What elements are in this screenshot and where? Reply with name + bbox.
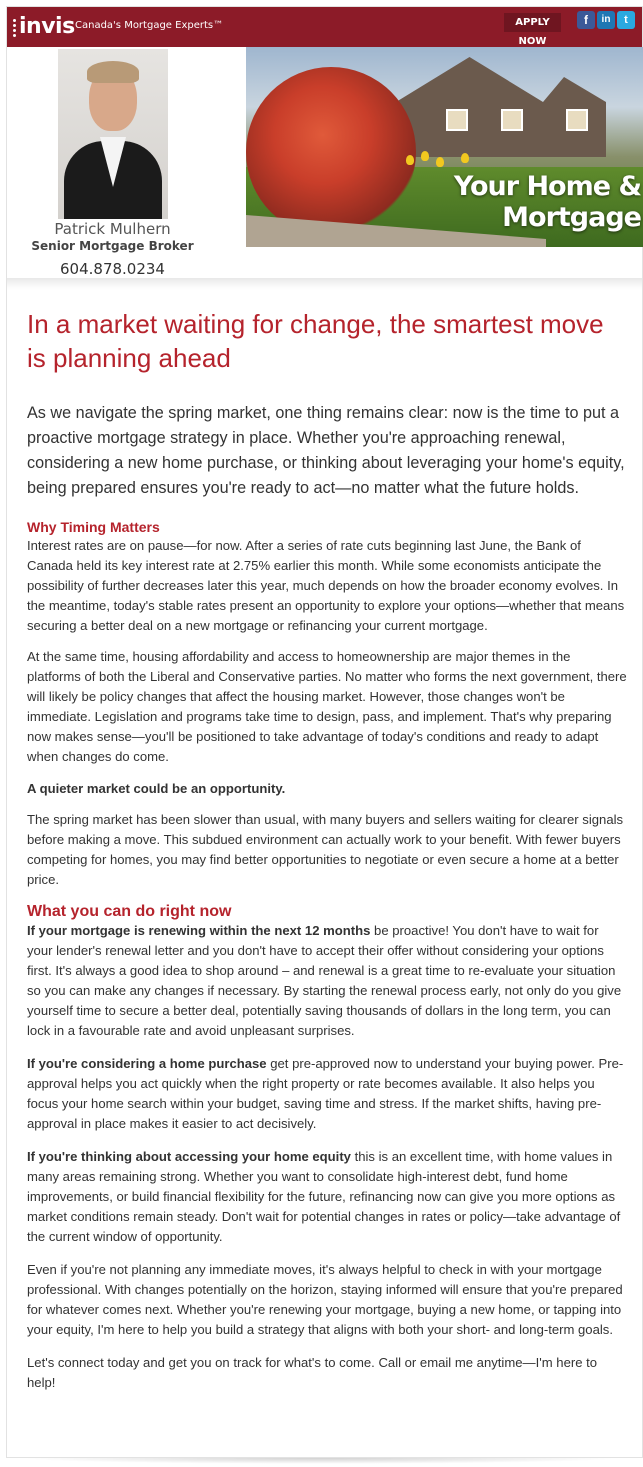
renewal-text: be proactive! You don't have to wait for your lender's renewal letter and you don't have to accept their offer without considering your options first. It's always a good idea to shop around – and renewal is a great time to re-evaluate your situation so you can make any changes if necessary. By starting the renewal process early, not only do you give yourself time to secure a better deal, potentially saving thousands of dollars in the long term, you can lock in a favourable rate and avoid unpleasant surprises.: [27, 923, 622, 1038]
article-body: [27, 307, 627, 1393]
newsletter-frame: [6, 6, 643, 1458]
article-lead: As we navigate the spring market, one thing remains clear: now is the time to put a proactive mortgage strategy in place. Whether you're approaching renewal, considering a new home purchase, or thinking about leveraging your home's equity, being prepared ensures you're ready to act—no matter what the future holds.: [27, 404, 625, 497]
paragraph-equity: [27, 1147, 627, 1247]
equity-text: this is an excellent time, with home values in many areas remaining strong. Whether you want to consolidate high-interest debt, fund home improvements, or build financial flexibility for the future, refinancing now can give you more options as market conditions remain steady. Don't wait for potential changes in rates or policy—take advantage of the current window of opportunity.: [27, 1149, 621, 1244]
paragraph-rates: Interest rates are on pause—for now. After a series of rate cuts beginning last June, the Bank of Canada held its key interest rate at 2.75% earlier this month. While some economists anticipate the possibility of further decreases later this year, much depends on how the broader economy evolves. In the meantime, today's stable rates present an opportunity to explore your options—whether that means securing a better deal on a new mortgage or refinancing your current mortgage.: [27, 538, 625, 633]
invis-logo[interactable]: [11, 13, 75, 41]
article-headline: In a market waiting for change, the smartest move is planning ahead: [27, 309, 604, 373]
paragraph-spring-market: The spring market has been slower than usual, with many buyers and sellers waiting for clearer signals before making a move. This subdued environment can actually work to your benefit. With fewer buyers competing for homes, you may find better opportunities to negotiate or even secure a home at a better price.: [27, 812, 624, 887]
facebook-icon[interactable]: f: [577, 11, 595, 29]
logo-dots-icon: [11, 17, 17, 39]
section-divider: [7, 278, 642, 290]
paragraph-purchase: [27, 1054, 627, 1134]
broker-name: Patrick Mulhern: [54, 220, 171, 238]
section-heading-actions: What you can do right now: [27, 903, 232, 920]
twitter-icon[interactable]: t: [617, 11, 635, 29]
broker-photo: [58, 49, 168, 219]
apply-now-button[interactable]: APPLY NOW: [504, 13, 561, 32]
paragraph-cta: Let's connect today and get you on track for what's to come. Call or email me anytime—I'm here to help!: [27, 1355, 598, 1390]
hero-title: Your Home & Mortgage: [453, 171, 641, 233]
paragraph-renewal: [27, 921, 627, 1041]
purchase-text: get pre-approved now to understand your buying power. Pre-approval helps you act quickly when the right property or rate becomes available. It also helps you focus your home search within your budget, saving time and stress. If the market shifts, having pre-approval in place makes it easier to act decisively.: [27, 1056, 624, 1131]
broker-phone[interactable]: 604.878.0234: [60, 260, 165, 278]
tagline: Canada's Mortgage Experts™: [75, 20, 224, 31]
paragraph-check-in: Even if you're not planning any immediate moves, it's always helpful to check in with your mortgage professional. With changes potentially on the horizon, staying informed will ensure that you're prepared for whatever comes next. Whether you're renewing your mortgage, buying a new home, or tapping into your equity, I'm here to help you build a strategy that aligns with both your short- and long-term goals.: [27, 1262, 623, 1337]
paragraph-affordability: At the same time, housing affordability and access to homeownership are major themes in the platforms of both the Liberal and Conservative parties. No matter who forms the next government, there will likely be policy changes that affect the housing market. However, those changes won't be immediate. Legislation and programs take time to design, pass, and implement. That's why preparing now makes sense—you'll be positioned to take advantage of today's conditions and ready to adapt when changes do come.: [27, 649, 627, 764]
logo-text: invis: [19, 14, 75, 39]
bottom-shadow: [20, 1458, 620, 1464]
hero-image: [246, 47, 643, 247]
subheading-quieter-market: A quieter market could be an opportunity.: [27, 781, 286, 796]
purchase-lead: If you're considering a home purchase: [27, 1056, 267, 1071]
header-bar: [7, 7, 642, 47]
section-heading-timing: Why Timing Matters: [27, 519, 160, 535]
renewal-lead: If your mortgage is renewing within the next 12 months: [27, 923, 371, 938]
linkedin-icon[interactable]: in: [597, 11, 615, 29]
broker-title: Senior Mortgage Broker: [31, 239, 194, 253]
equity-lead: If you're thinking about accessing your home equity: [27, 1149, 351, 1164]
